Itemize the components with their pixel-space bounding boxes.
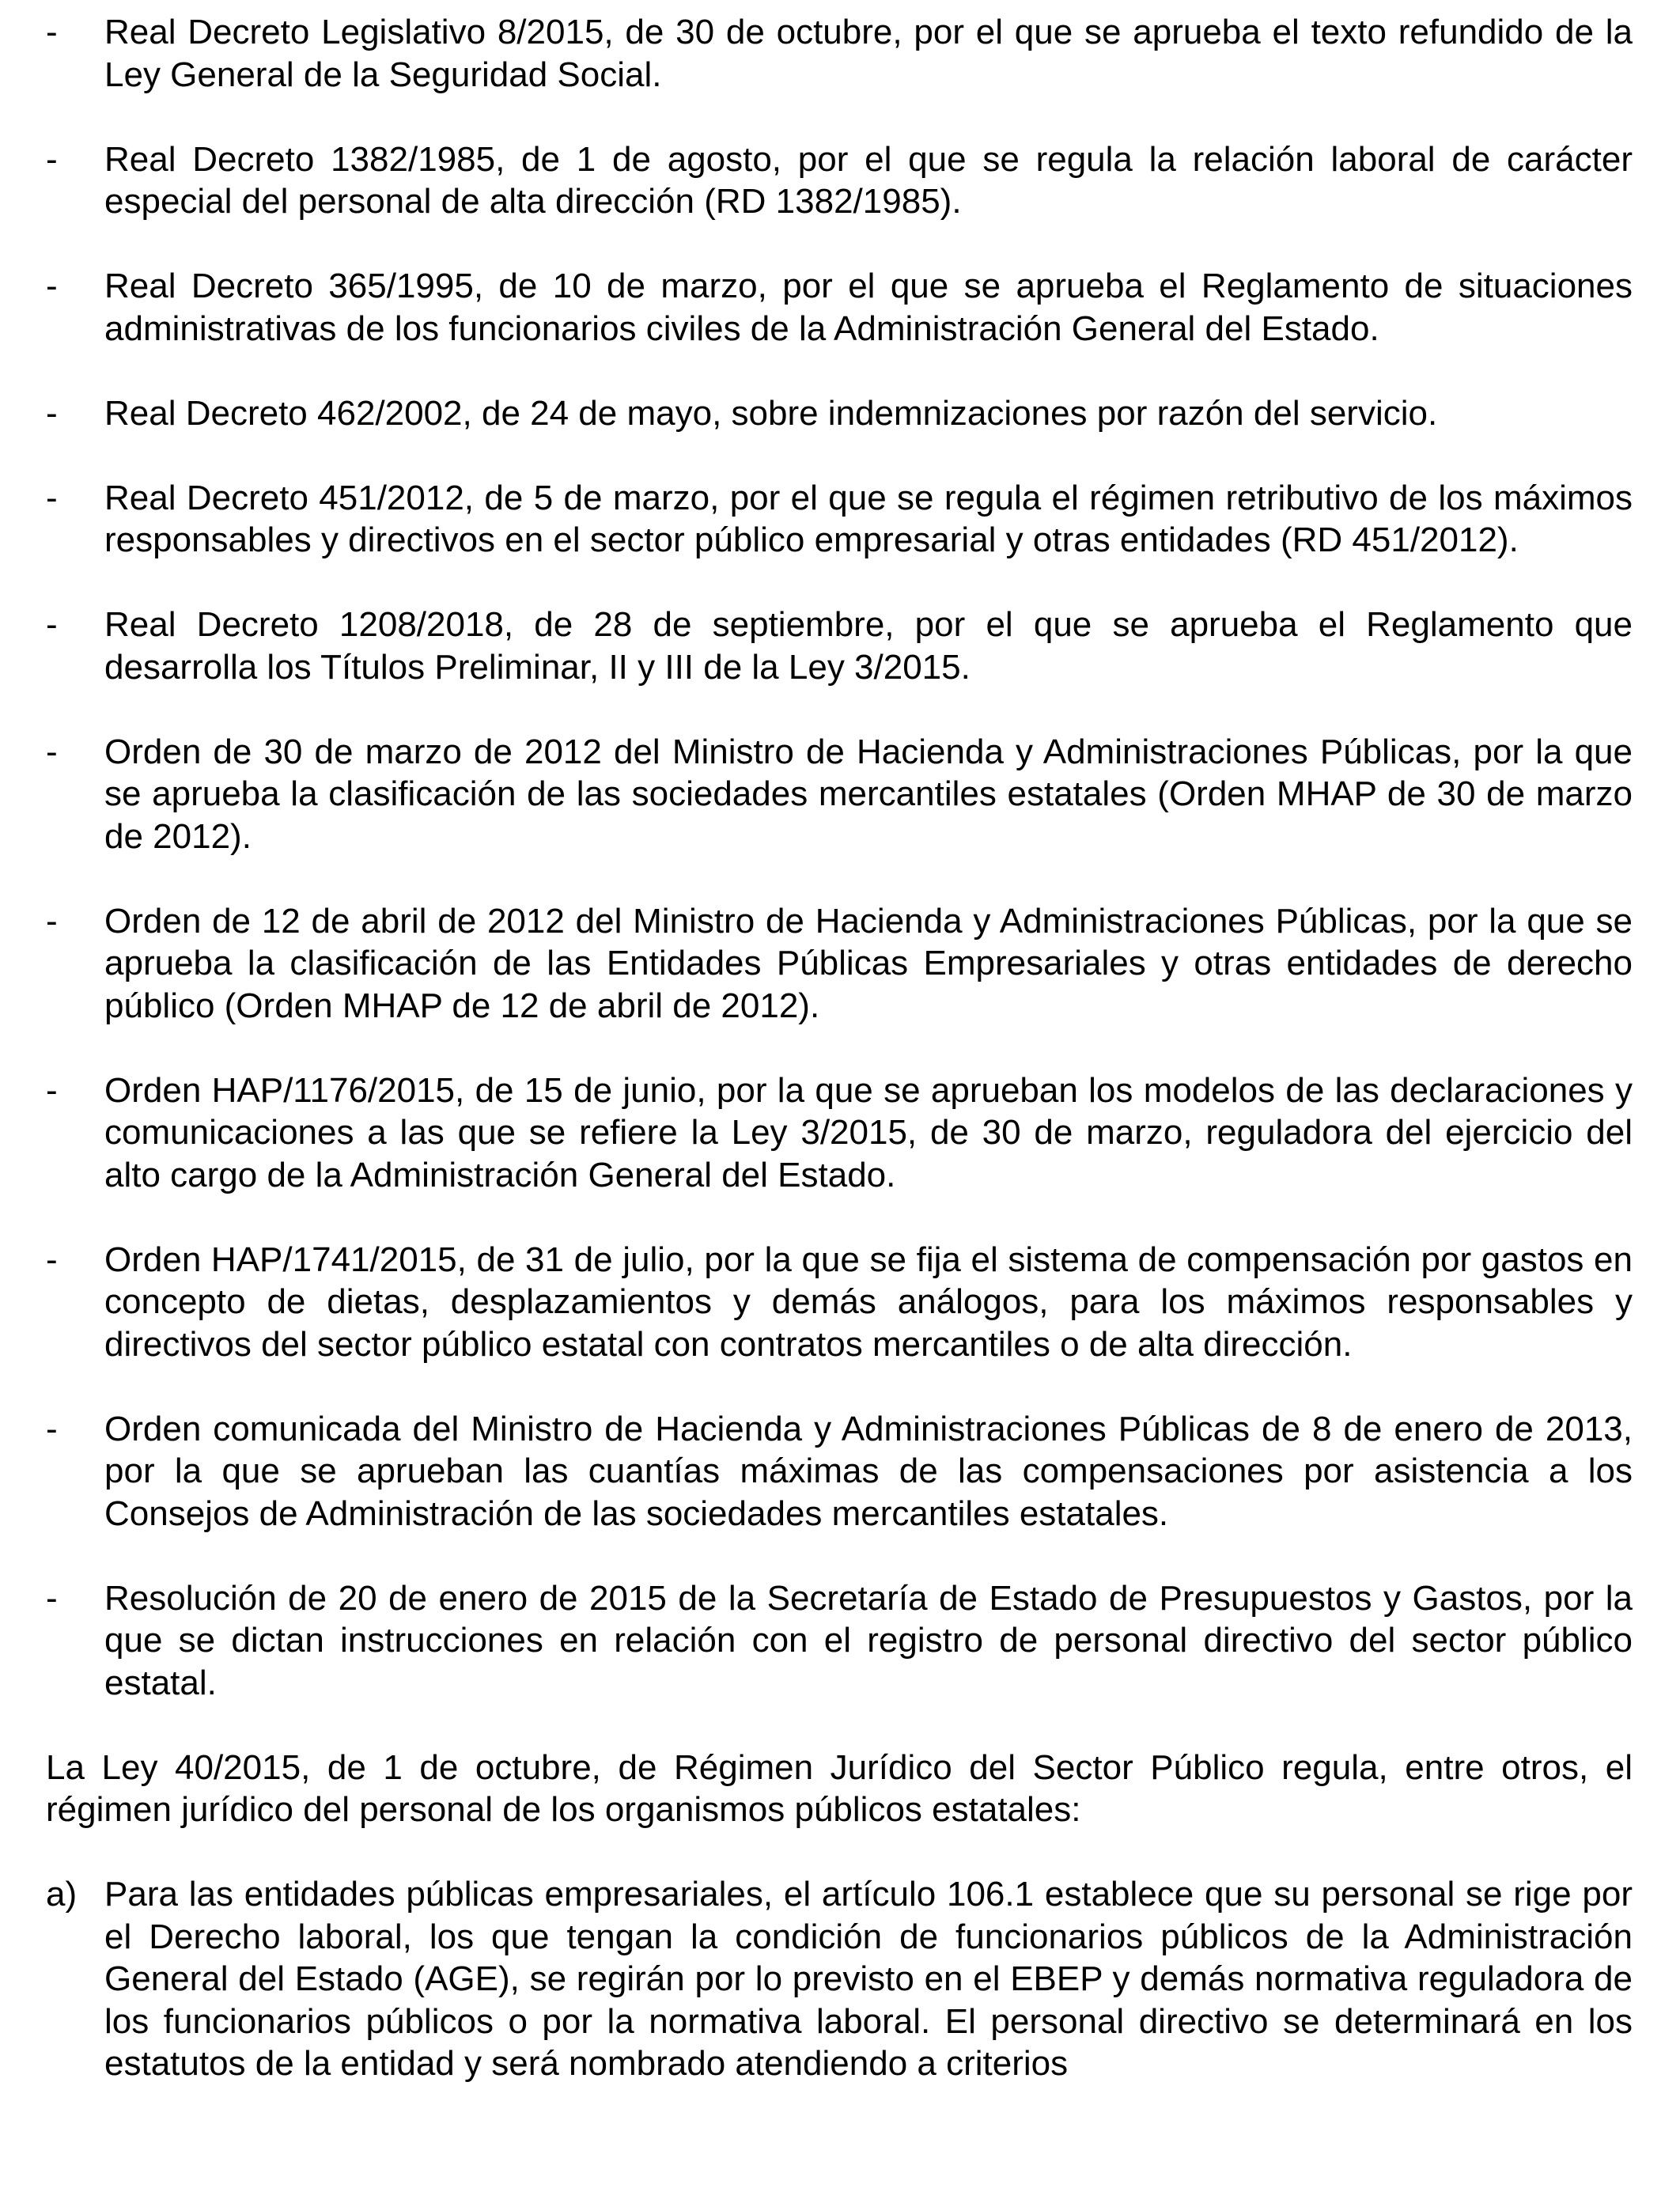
list-bullet: -: [46, 13, 58, 51]
list-item: [46, 265, 1633, 350]
list-bullet: -: [46, 1240, 58, 1279]
list-bullet: -: [46, 1070, 58, 1110]
list-item: [46, 1408, 1633, 1535]
spacer: [46, 1196, 1633, 1239]
list-bullet: -: [46, 1578, 58, 1618]
list-item: [46, 1239, 1633, 1366]
list-item-text: Real Decreto 1382/1985, de 1 de agosto, por el que se regula la relación laboral de carácter especial del personal de alta dirección (RD 1382/1985).: [104, 139, 1633, 221]
list-item-text: Real Decreto Legislativo 8/2015, de 30 de octubre, por el que se aprueba el texto refundido de la Ley General de la Seguridad Social.: [104, 13, 1633, 94]
list-item: [46, 392, 1633, 435]
list-item: [46, 138, 1633, 223]
list-bullet: -: [46, 267, 58, 305]
list-item: [46, 477, 1633, 562]
sublist-item: [46, 1873, 1633, 2085]
list-item-text: Real Decreto 462/2002, de 24 de mayo, sobre indemnizaciones por razón del servicio.: [104, 393, 1438, 433]
list-item: [46, 1577, 1633, 1705]
sublist-marker: a): [46, 1875, 78, 1914]
spacer: [46, 1704, 1633, 1747]
list-item-text: Real Decreto 1208/2018, de 28 de septiembre, por el que se aprueba el Reglamento que desarrolla los Títulos Preliminar, II y III de la Ley 3/2015.: [104, 605, 1633, 687]
spacer: [46, 223, 1633, 266]
list-item-text: Orden comunicada del Ministro de Hacienda y Administraciones Públicas de 8 de enero de 2013, por la que se aprueban las cuantías máximas de las compensaciones por asistencia a los Consejos de Administración de las sociedades mercantiles estatales.: [104, 1409, 1633, 1533]
list-item-text: Orden HAP/1176/2015, de 15 de junio, por la que se aprueban los modelos de las declaraciones y comunicaciones a las que se refiere la Ley 3/2015, de 30 de marzo, reguladora del ejercicio del alto cargo de la Administración General del Estado.: [104, 1070, 1633, 1194]
list-item-text: Real Decreto 451/2012, de 5 de marzo, por el que se regula el régimen retributivo de los máximos responsables y directivos en el sector público empresarial y otras entidades (RD 451/2012).: [104, 478, 1633, 559]
list-bullet: -: [46, 605, 58, 644]
list-item-text: Orden de 30 de marzo de 2012 del Ministro de Hacienda y Administraciones Públicas, por la que se aprueba la clasificación de las sociedades mercantiles estatales (Orden MHAP de 30 de marzo de 2012).: [104, 732, 1633, 856]
spacer: [46, 1831, 1633, 1874]
list-bullet: -: [46, 1409, 58, 1448]
spacer: [46, 1027, 1633, 1069]
list-item-text: Resolución de 20 de enero de 2015 de la Secretaría de Estado de Presupuestos y Gastos, por la que se dictan instrucciones en relación con el registro de personal directivo del sector público estatal.: [104, 1578, 1633, 1702]
list-item-text: Real Decreto 365/1995, de 10 de marzo, por el que se aprueba el Reglamento de situaciones administrativas de los funcionarios civiles de la Administración General del Estado.: [104, 267, 1633, 348]
spacer: [46, 350, 1633, 392]
sublist-item-text: Para las entidades públicas empresariales, el artículo 106.1 establece que su personal se rige por el Derecho laboral, los que tengan la condición de funcionarios públicos de la Administración General del Estado (AGE), se regirán por lo previsto en el EBEP y demás normativa reguladora de los funcionarios públicos o por la normativa laboral. El personal directivo se determinará en los estatutos de la entidad y será nombrado atendiendo a criterios: [104, 1875, 1633, 2083]
spacer: [46, 857, 1633, 900]
list-item: [46, 11, 1633, 96]
spacer: [46, 562, 1633, 604]
list-item: [46, 1069, 1633, 1197]
list-bullet: -: [46, 732, 58, 771]
list-item: [46, 731, 1633, 858]
list-item-text: Orden HAP/1741/2015, de 31 de julio, por la que se fija el sistema de compensación por gastos en concepto de dietas, desplazamientos y demás análogos, para los máximos responsables y directivos del sector público estatal con contratos mercantiles o de alta dirección.: [104, 1240, 1633, 1364]
spacer: [46, 96, 1633, 138]
list-bullet: -: [46, 901, 58, 941]
spacer: [46, 434, 1633, 477]
body-paragraph: La Ley 40/2015, de 1 de octubre, de Régimen Jurídico del Sector Público regula, entre otros, el régimen jurídico del personal de los organismos públicos estatales:: [46, 1747, 1633, 1829]
spacer: [46, 1365, 1633, 1408]
list-item: [46, 900, 1633, 1028]
list-bullet: -: [46, 139, 58, 179]
spacer: [46, 688, 1633, 731]
list-bullet: -: [46, 393, 58, 433]
list-item: [46, 604, 1633, 688]
spacer: [46, 1535, 1633, 1577]
list-item-text: Orden de 12 de abril de 2012 del Ministro de Hacienda y Administraciones Públicas, por la que se aprueba la clasificación de las Entidades Públicas Empresariales y otras entidades de derecho público (Orden MHAP de 12 de abril de 2012).: [104, 901, 1633, 1025]
document-page: [46, 11, 1633, 2085]
list-bullet: -: [46, 478, 58, 517]
